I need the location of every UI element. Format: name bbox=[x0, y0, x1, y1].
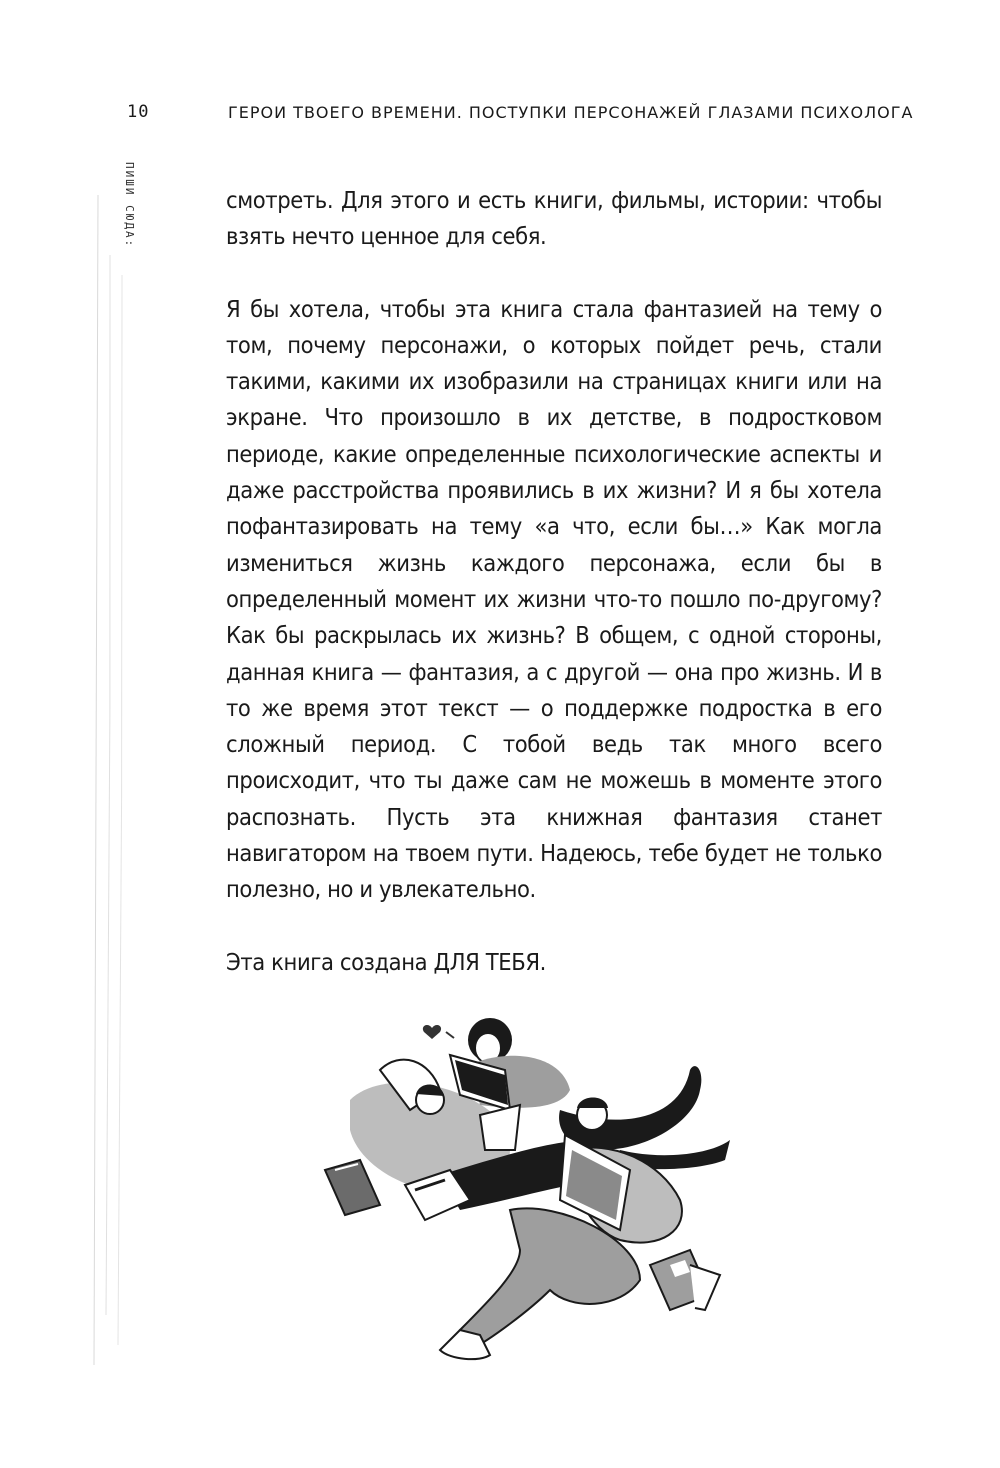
book-left bbox=[325, 1160, 380, 1215]
paragraph-2: Я бы хотела, чтобы эта книга стала фантазией на тему о том, почему персонажи, о которых пойдет речь, стали такими, какими их изобразили на страницах книги или на экране. Что произошло в их детстве, в подростковом периоде, какие определенные психологические аспекты и даже расстройства проявились в их жизни? И я бы хотела пофантазировать на тему «а что, если бы…» Как могла измениться жизнь каждого персонажа, если бы в определенный момент их жизни что-то пошло по-другому? Как бы раскрылась их жизнь? В общем, с одной стороны, данная книга — фантазия, а с другой — она про жизнь. И в то же время этот текст — о поддержке подростка в его сложный период. С тобой ведь так много всего происходит, что ты даже сам не можешь в моменте этого распознать. Пусть эта книжная фантазия станет навигатором на твоем пути. Надеюсь, тебе будет не только полезно, но и увлекательно. bbox=[226, 294, 882, 904]
paragraph-1: смотреть. Для этого и есть книги, фильмы, истории: чтобы взять нечто ценное для себя. bbox=[226, 186, 882, 251]
margin-writing-lines bbox=[88, 195, 138, 1365]
margin-note-label: ПИШИ СЮДА: bbox=[123, 162, 136, 249]
paragraph-3: Эта книга создана ДЛЯ ТЕБЯ. bbox=[226, 947, 546, 976]
people-reading-books-illustration bbox=[320, 1010, 740, 1370]
body-text bbox=[226, 182, 882, 980]
book-bottom-right bbox=[650, 1250, 720, 1310]
page-number: 10 bbox=[127, 102, 150, 122]
running-title: ГЕРОИ ТВОЕГО ВРЕМЕНИ. ПОСТУПКИ ПЕРСОНАЖЕЙ ГЛАЗАМИ ПСИХОЛОГА bbox=[228, 103, 914, 122]
heart-icon bbox=[423, 1025, 441, 1039]
